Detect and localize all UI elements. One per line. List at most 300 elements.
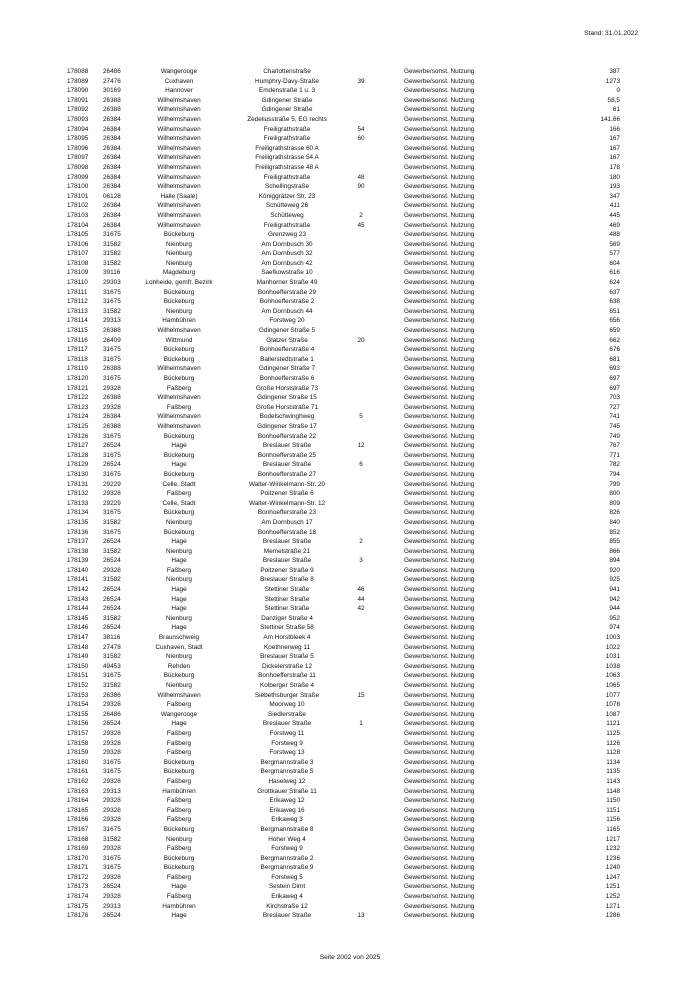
row-usage: Gewerbe/sonst. Nutzung <box>404 902 475 910</box>
property-table <box>0 67 700 921</box>
row-street: Forstweg 13 <box>269 749 305 757</box>
row-area: 826 <box>609 509 620 517</box>
table-row <box>0 221 700 231</box>
row-city: Braunschweig <box>158 634 200 642</box>
row-area: 799 <box>609 480 620 488</box>
row-street: Gdingener Straße 7 <box>258 365 316 373</box>
row-city: Wilhelmshaven <box>157 163 201 171</box>
row-city: Faßberg <box>166 566 192 574</box>
table-row <box>0 777 700 787</box>
row-area: 577 <box>609 250 620 258</box>
row-id: 178170 <box>67 854 89 862</box>
row-street: Am Horstbleek 4 <box>263 634 311 642</box>
row-area: 167 <box>609 135 620 143</box>
row-street: Moorweg 10 <box>269 701 305 709</box>
row-area: 1165 <box>606 825 620 833</box>
row-usage: Gewerbe/sonst. Nutzung <box>404 365 475 373</box>
row-id: 178116 <box>67 336 88 344</box>
row-street: Breslauer Straße <box>262 442 312 450</box>
table-row <box>0 806 700 816</box>
row-street: Erikaweg 12 <box>269 797 305 805</box>
table-row <box>0 575 700 585</box>
table-row <box>0 719 700 729</box>
row-street: Schütteweg 26 <box>265 202 309 210</box>
row-street: Hoher Weg 4 <box>268 835 306 843</box>
row-street: Bonhoefferstraße 18 <box>257 528 317 536</box>
table-row <box>0 345 700 355</box>
row-area: 1150 <box>606 797 620 805</box>
row-city: Wilhelmshaven <box>157 183 201 191</box>
row-id: 178104 <box>67 221 89 229</box>
row-street: Freiligrathstrasse 54 A <box>255 154 319 162</box>
row-usage: Gewerbe/sonst. Nutzung <box>404 893 475 901</box>
row-usage: Gewerbe/sonst. Nutzung <box>404 250 475 258</box>
row-street: Große Horststraße 71 <box>255 403 319 411</box>
row-city: Faßberg <box>166 777 192 785</box>
row-city: Bückeburg <box>163 346 195 354</box>
row-id: 178145 <box>67 614 89 622</box>
row-street: Forstweg 20 <box>269 317 305 325</box>
table-row <box>0 556 700 566</box>
table-row <box>0 595 700 605</box>
row-street: Bodelschwinghweg <box>259 413 315 421</box>
row-usage: Gewerbe/sonst. Nutzung <box>404 528 475 536</box>
row-postal-code: 31675 <box>103 528 121 536</box>
table-row <box>0 105 700 115</box>
row-house-number: 2 <box>359 538 363 546</box>
row-area: 894 <box>609 557 620 565</box>
row-area: 1065 <box>605 682 620 689</box>
row-area: 1126 <box>606 739 620 747</box>
row-area: 681 <box>609 355 620 363</box>
row-postal-code: 29328 <box>103 729 121 737</box>
row-area: 445 <box>609 211 620 219</box>
row-house-number: 60 <box>357 135 365 143</box>
row-postal-code: 31582 <box>103 835 121 843</box>
row-id: 178105 <box>67 231 89 239</box>
row-usage: Gewerbe/sonst. Nutzung <box>404 729 475 737</box>
row-usage: Gewerbe/sonst. Nutzung <box>404 211 475 219</box>
table-row <box>0 384 700 394</box>
row-postal-code: 26388 <box>103 394 121 402</box>
row-street: Dickelerstraße 12 <box>261 662 313 670</box>
row-area: 193 <box>609 183 620 191</box>
row-area: 703 <box>609 394 620 402</box>
row-city: Hannover <box>165 87 193 95</box>
row-city: Bückeburg <box>163 375 195 382</box>
row-street: Stettiner Straße <box>264 605 310 613</box>
table-row <box>0 470 700 480</box>
row-postal-code: 26384 <box>103 173 121 181</box>
row-usage: Gewerbe/sonst. Nutzung <box>404 259 475 267</box>
row-postal-code: 31675 <box>103 864 121 872</box>
page-number: Seite 2002 von 2025 <box>319 954 381 961</box>
row-id: 178121 <box>67 384 89 392</box>
row-postal-code: 31675 <box>103 509 121 517</box>
row-id: 178133 <box>67 499 89 507</box>
row-city: Hage <box>171 538 187 546</box>
row-usage: Gewerbe/sonst. Nutzung <box>404 317 475 325</box>
row-street: Breslauer Straße <box>262 538 312 546</box>
row-area: 1135 <box>606 768 620 776</box>
row-street: Breslauer Straße <box>262 720 312 728</box>
row-usage: Gewerbe/sonst. Nutzung <box>404 279 475 287</box>
row-street: Grenzweg 23 <box>267 231 306 239</box>
row-house-number: 42 <box>357 605 365 613</box>
row-city: Bückeburg <box>163 451 195 459</box>
row-postal-code: 29328 <box>103 749 121 757</box>
row-id: 178110 <box>67 279 88 287</box>
row-postal-code: 49453 <box>103 662 121 670</box>
row-street: Bonhoefferstraße 11 <box>258 672 316 680</box>
row-usage: Gewerbe/sonst. Nutzung <box>404 221 475 229</box>
row-usage: Gewerbe/sonst. Nutzung <box>404 422 475 430</box>
row-id: 178134 <box>67 509 89 517</box>
row-city: Nienburg <box>166 576 192 584</box>
row-city: Bückeburg <box>163 231 195 239</box>
row-postal-code: 29303 <box>103 279 121 287</box>
row-city: Faßberg <box>166 384 192 392</box>
row-area: 852 <box>609 528 620 536</box>
row-area: 58,5 <box>607 96 620 104</box>
row-street: Poitzener Straße 6 <box>260 490 314 498</box>
row-postal-code: 29328 <box>103 816 121 824</box>
row-postal-code: 26384 <box>103 202 121 210</box>
row-city: Hambühren <box>162 787 196 795</box>
row-street: Stettiner Straße <box>264 586 310 594</box>
row-area: 697 <box>609 375 620 382</box>
row-postal-code: 26486 <box>103 68 121 75</box>
row-city: Wilhelmshaven <box>157 106 201 114</box>
row-usage: Gewerbe/sonst. Nutzung <box>404 682 475 689</box>
row-area: 651 <box>609 307 620 315</box>
table-row <box>0 201 700 211</box>
row-area: 855 <box>609 538 620 546</box>
row-city: Bückeburg <box>163 768 195 776</box>
row-postal-code: 26384 <box>103 163 121 171</box>
row-city: Faßberg <box>166 749 192 757</box>
row-street: Kolberger Straße 4 <box>260 682 314 689</box>
row-house-number: 5 <box>359 413 363 421</box>
row-street: Am Dornbusch 30 <box>261 240 313 248</box>
row-usage: Gewerbe/sonst. Nutzung <box>404 125 475 133</box>
table-row <box>0 288 700 298</box>
row-postal-code: 26524 <box>103 883 121 891</box>
row-id: 178141 <box>67 576 89 584</box>
row-postal-code: 29313 <box>103 317 121 325</box>
table-row <box>0 326 700 336</box>
row-street: Bergmannstraße 9 <box>260 864 314 872</box>
row-area: 1286 <box>605 912 620 920</box>
row-id: 178151 <box>67 672 89 680</box>
row-usage: Gewerbe/sonst. Nutzung <box>404 183 475 191</box>
row-city: Cuxhaven <box>164 77 194 85</box>
row-usage: Gewerbe/sonst. Nutzung <box>404 701 475 709</box>
row-street: Am Dornbusch 44 <box>261 307 313 315</box>
row-id: 178108 <box>67 259 89 267</box>
row-street: Erikaweg 16 <box>269 806 305 814</box>
row-city: Wilhelmshaven <box>157 422 201 430</box>
row-usage: Gewerbe/sonst. Nutzung <box>404 624 475 632</box>
row-usage: Gewerbe/sonst. Nutzung <box>404 470 475 478</box>
row-area: 944 <box>609 605 620 613</box>
row-usage: Gewerbe/sonst. Nutzung <box>404 758 475 766</box>
table-row <box>0 182 700 192</box>
row-city: Bückeburg <box>163 854 195 862</box>
row-city: Nienburg <box>166 250 192 258</box>
table-row <box>0 633 700 643</box>
row-usage: Gewerbe/sonst. Nutzung <box>404 653 475 661</box>
row-city: Wilhelmshaven <box>157 211 201 219</box>
row-usage: Gewerbe/sonst. Nutzung <box>404 595 475 603</box>
row-usage: Gewerbe/sonst. Nutzung <box>404 480 475 488</box>
row-city: Faßberg <box>166 873 192 881</box>
row-id: 178160 <box>67 758 89 766</box>
row-city: Hage <box>171 557 187 565</box>
row-city: Hage <box>171 461 187 469</box>
row-area: 800 <box>609 490 620 498</box>
row-street: Breslauer Straße <box>262 461 312 469</box>
row-area: 659 <box>609 327 620 335</box>
row-area: 1128 <box>606 749 620 757</box>
row-city: Wilhelmshaven <box>157 413 201 421</box>
row-id: 178161 <box>67 768 89 776</box>
row-street: Königgrätzer Str. 23 <box>258 192 316 200</box>
row-postal-code: 26409 <box>103 336 121 344</box>
row-city: Cuxhaven, Stadt <box>155 643 203 651</box>
table-row <box>0 902 700 912</box>
row-area: 782 <box>609 461 620 469</box>
row-usage: Gewerbe/sonst. Nutzung <box>404 173 475 181</box>
row-usage: Gewerbe/sonst. Nutzung <box>404 557 475 565</box>
row-area: 1078 <box>605 701 620 709</box>
row-area: 1236 <box>605 854 620 862</box>
row-postal-code: 29328 <box>103 701 121 709</box>
row-street: Bonhoefferstraße 4 <box>259 346 315 354</box>
row-id: 178138 <box>67 547 89 555</box>
row-street: Große Horststraße 73 <box>255 384 319 392</box>
row-usage: Gewerbe/sonst. Nutzung <box>404 873 475 881</box>
row-id: 178140 <box>67 566 89 574</box>
row-postal-code: 26524 <box>103 442 121 450</box>
row-id: 178128 <box>67 451 89 459</box>
row-postal-code: 31582 <box>103 259 121 267</box>
row-area: 167 <box>609 154 620 162</box>
row-usage: Gewerbe/sonst. Nutzung <box>404 135 475 143</box>
row-house-number: 48 <box>357 173 365 181</box>
row-postal-code: 26384 <box>103 183 121 191</box>
row-postal-code: 31582 <box>103 576 121 584</box>
row-id: 178152 <box>67 682 89 689</box>
row-id: 178159 <box>67 749 89 757</box>
row-area: 141,66 <box>600 115 620 123</box>
row-street: Danziger Straße 4 <box>261 614 313 622</box>
row-city: Faßberg <box>166 806 192 814</box>
row-postal-code: 26524 <box>103 557 121 565</box>
row-city: Wilhelmshaven <box>157 327 201 335</box>
row-area: 1217 <box>605 835 620 843</box>
row-usage: Gewerbe/sonst. Nutzung <box>404 461 475 469</box>
row-id: 178097 <box>67 154 89 162</box>
row-city: Hambühren <box>162 902 196 910</box>
row-postal-code: 31675 <box>103 854 121 862</box>
row-street: Forstweg 11 <box>269 729 305 737</box>
table-row <box>0 681 700 691</box>
table-row <box>0 230 700 240</box>
row-usage: Gewerbe/sonst. Nutzung <box>404 346 475 354</box>
row-city: Lohheide, gemfr. Bezirk <box>145 279 213 287</box>
row-area: 809 <box>609 499 620 507</box>
table-row <box>0 911 700 921</box>
row-id: 178107 <box>67 250 89 258</box>
row-id: 178155 <box>67 710 89 718</box>
row-postal-code: 31675 <box>103 288 121 296</box>
row-city: Hage <box>171 442 187 450</box>
row-area: 569 <box>609 240 620 248</box>
table-row <box>0 528 700 538</box>
row-street: Haselweg 12 <box>268 777 306 785</box>
row-city: Magdeburg <box>162 269 196 277</box>
row-usage: Gewerbe/sonst. Nutzung <box>404 192 475 200</box>
row-postal-code: 26386 <box>103 691 121 699</box>
row-area: 662 <box>609 336 620 344</box>
row-id: 178089 <box>67 77 89 85</box>
row-area: 1156 <box>606 816 620 824</box>
row-city: Bückeburg <box>163 288 195 296</box>
row-id: 178149 <box>67 653 89 661</box>
row-area: 1125 <box>606 729 620 737</box>
row-area: 604 <box>609 259 620 267</box>
row-usage: Gewerbe/sonst. Nutzung <box>404 710 475 718</box>
row-area: 469 <box>609 221 620 229</box>
row-city: Bückeburg <box>163 298 195 306</box>
table-row <box>0 134 700 144</box>
row-area: 1063 <box>605 672 620 680</box>
row-area: 1087 <box>605 710 620 718</box>
row-id: 178125 <box>67 422 89 430</box>
row-id: 178127 <box>67 442 89 450</box>
row-area: 693 <box>609 365 620 373</box>
table-row <box>0 748 700 758</box>
row-usage: Gewerbe/sonst. Nutzung <box>404 77 475 85</box>
row-postal-code: 29328 <box>103 873 121 881</box>
row-city: Nienburg <box>166 547 192 555</box>
row-city: Wilhelmshaven <box>157 96 201 104</box>
row-id: 178113 <box>67 307 88 315</box>
row-street: Sestein Dimt <box>268 883 306 891</box>
row-id: 178146 <box>67 624 89 632</box>
row-postal-code: 30169 <box>103 87 121 95</box>
row-usage: Gewerbe/sonst. Nutzung <box>404 605 475 613</box>
row-street: Freiligrathstrasse 48 A <box>255 163 319 171</box>
row-area: 1003 <box>605 634 620 642</box>
row-usage: Gewerbe/sonst. Nutzung <box>404 307 475 315</box>
row-id: 178088 <box>67 68 89 75</box>
row-postal-code: 31675 <box>103 432 121 440</box>
row-city: Faßberg <box>166 701 192 709</box>
row-id: 178118 <box>67 355 88 363</box>
row-id: 178162 <box>67 777 89 785</box>
row-usage: Gewerbe/sonst. Nutzung <box>404 163 475 171</box>
table-row <box>0 662 700 672</box>
row-id: 178102 <box>67 202 89 210</box>
row-usage: Gewerbe/sonst. Nutzung <box>404 509 475 517</box>
row-area: 840 <box>609 518 620 526</box>
row-city: Bückeburg <box>163 355 195 363</box>
row-postal-code: 31582 <box>103 250 121 258</box>
table-row <box>0 796 700 806</box>
row-usage: Gewerbe/sonst. Nutzung <box>404 327 475 335</box>
row-id: 178176 <box>67 912 89 920</box>
row-id: 178130 <box>67 470 89 478</box>
row-street: Freiligrathstrasse 60 A <box>255 144 319 152</box>
row-street: Charlottenstraße <box>263 68 311 75</box>
table-row <box>0 499 700 509</box>
row-city: Faßberg <box>166 739 192 747</box>
row-city: Wilhelmshaven <box>157 394 201 402</box>
row-house-number: 90 <box>357 183 365 191</box>
row-city: Nienburg <box>166 653 192 661</box>
row-area: 1031 <box>605 653 620 661</box>
row-id: 178168 <box>67 835 89 843</box>
row-usage: Gewerbe/sonst. Nutzung <box>404 269 475 277</box>
row-area: 1251 <box>605 883 620 891</box>
row-usage: Gewerbe/sonst. Nutzung <box>404 87 475 95</box>
row-id: 178143 <box>67 595 89 603</box>
row-street: Gdingener Straße 5 <box>258 327 316 335</box>
row-id: 178114 <box>67 317 88 325</box>
table-row <box>0 585 700 595</box>
row-area: 166 <box>609 125 620 133</box>
row-city: Wilhelmshaven <box>157 173 201 181</box>
table-row <box>0 77 700 87</box>
row-usage: Gewerbe/sonst. Nutzung <box>404 634 475 642</box>
table-row <box>0 460 700 470</box>
row-city: Faßberg <box>166 797 192 805</box>
row-postal-code: 31675 <box>103 825 121 833</box>
row-usage: Gewerbe/sonst. Nutzung <box>404 586 475 594</box>
table-row <box>0 691 700 701</box>
row-city: Nienburg <box>166 259 192 267</box>
table-row <box>0 604 700 614</box>
table-row <box>0 336 700 346</box>
table-row <box>0 508 700 518</box>
row-area: 1121 <box>606 720 620 728</box>
row-postal-code: 29328 <box>103 566 121 574</box>
row-area: 794 <box>609 470 620 478</box>
row-usage: Gewerbe/sonst. Nutzung <box>404 739 475 747</box>
row-street: Freiligrathstraße <box>263 135 311 143</box>
table-row <box>0 710 700 720</box>
row-street: Stettiner Straße <box>264 595 310 603</box>
row-area: 741 <box>609 413 620 421</box>
stand-date: Stand: 31.01.2022 <box>584 30 638 37</box>
row-area: 767 <box>609 442 620 450</box>
row-house-number: 1 <box>359 720 363 728</box>
table-row <box>0 240 700 250</box>
row-city: Wilhelmshaven <box>157 144 201 152</box>
row-city: Wangerooge <box>160 68 198 75</box>
row-postal-code: 31675 <box>103 298 121 306</box>
row-postal-code: 31582 <box>103 547 121 555</box>
row-area: 1151 <box>606 806 620 814</box>
table-row <box>0 67 700 77</box>
table-row <box>0 854 700 864</box>
row-street: Saefkowstraße 10 <box>261 269 313 277</box>
row-street: Bergmannstraße 3 <box>260 758 314 766</box>
row-city: Hage <box>171 624 187 632</box>
table-row <box>0 173 700 183</box>
